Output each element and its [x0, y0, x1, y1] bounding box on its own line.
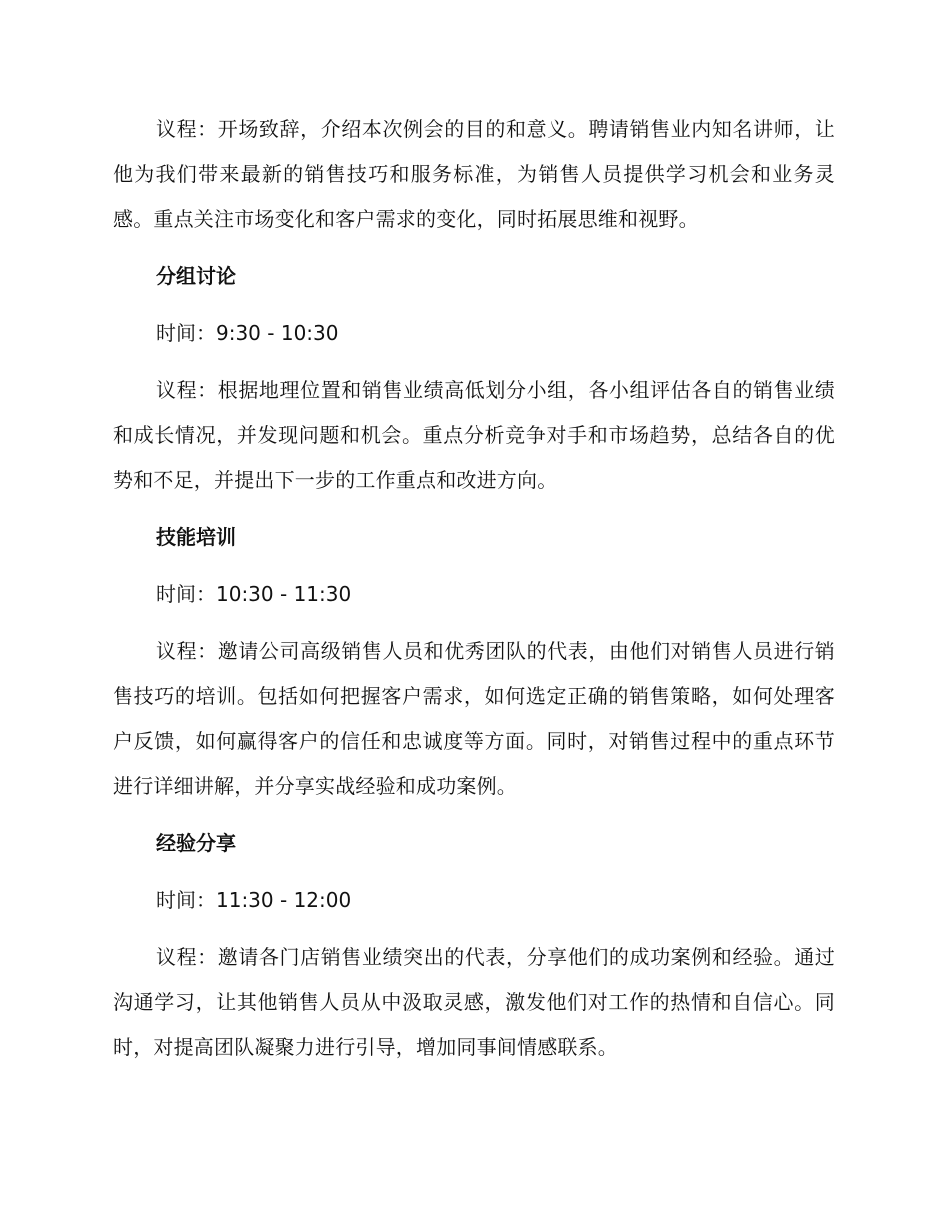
intro-agenda-paragraph: 议程：开场致辞，介绍本次例会的目的和意义。聘请销售业内知名讲师，让他为我们带来最新的销售技巧和服务标准，为销售人员提供学习机会和业务灵感。重点关注市场变化和客户需求的变化，同时拓展思维和视野。 [113, 117, 835, 231]
section-agenda: 议程：根据地理位置和销售业绩高低划分小组，各小组评估各自的销售业绩和成长情况，并发现问题和机会。重点分析竞争对手和市场趋势，总结各自的优势和不足，并提出下一步的工作重点和改进方向。 [113, 378, 835, 492]
section-title: 经验分享 [156, 831, 236, 855]
section-time: 时间：11:30 - 12:00 [156, 888, 352, 912]
section-time: 时间：10:30 - 11:30 [156, 582, 352, 606]
section-group-discussion [113, 254, 835, 503]
section-title: 技能培训 [156, 525, 236, 549]
document-page [113, 107, 835, 1082]
section-agenda: 议程：邀请各门店销售业绩突出的代表，分享他们的成功案例和经验。通过沟通学习，让其他销售人员从中汲取灵感，激发他们对工作的热情和自信心。同时，对提高团队凝聚力进行引导，增加同事间情感联系。 [113, 945, 835, 1059]
intro-block [113, 107, 835, 242]
section-experience-sharing [113, 821, 835, 1070]
section-title: 分组讨论 [156, 264, 236, 288]
section-skills-training [113, 515, 835, 809]
section-agenda: 议程：邀请公司高级销售人员和优秀团队的代表，由他们对销售人员进行销售技巧的培训。包括如何把握客户需求，如何选定正确的销售策略，如何处理客户反馈，如何赢得客户的信任和忠诚度等方面。同时，对销售过程中的重点环节进行详细讲解，并分享实战经验和成功案例。 [113, 639, 835, 798]
section-time: 时间：9:30 - 10:30 [156, 321, 339, 345]
